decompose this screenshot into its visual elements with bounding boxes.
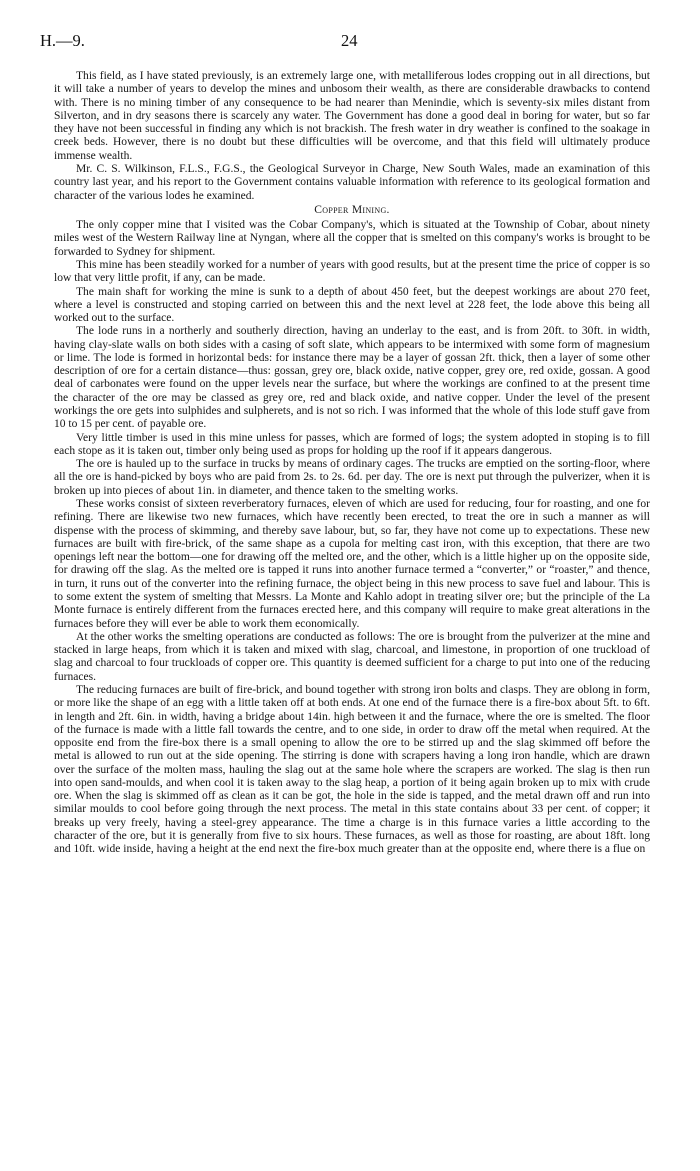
document-reference: H.—9. [40,31,85,50]
paragraph-mine-results: This mine has been steadily worked for a number of years with good results, but at the present time the price of copper is so low that very little profit, if any, can be made. [54,258,650,285]
paragraph-ore-hauling: The ore is hauled up to the surface in trucks by means of ordinary cages. The trucks are emptied on the sorting-floor, where all the ore is hand-picked by boys who are paid from 2s. to 2s. 6d. per day. The ore is next put through the pulverizer, when it is broken up into pieces of about 1in. in diameter, and thence taken to the smelting works. [54,458,650,497]
body-text [54,70,650,857]
paragraph-wilkinson-report: Mr. C. S. Wilkinson, F.L.S., F.G.S., the Geological Surveyor in Charge, New South Wales, made an examination of this country last year, and his report to the Government contains valuable information with reference to its geological formation and character of the various lodes he examined. [54,162,650,202]
section-heading: Copper Mining. [314,203,390,216]
paragraph-smelting-operations: At the other works the smelting operations are conducted as follows: The ore is brought from the pulverizer at the mine and stacked in large heaps, from which it is taken and mixed with slag, charcoal, and limestone, in proportion of one truckload of slag and charcoal to four truckloads of copper ore. This quantity is deemed sufficient for a charge to put into one of the reducing furnaces. [54,630,650,683]
paragraph-reducing-furnaces: The reducing furnaces are built of fire-brick, and bound together with strong iron bolts and clasps. They are oblong in form, or more like the shape of an egg with a little taken off at both ends. At one end of the furnace there is a fire-box about 5ft. to 6ft. in length and 2ft. 6in. in width, having a bridge about 14in. high between it and the furnace, where the ore is smelted. The floor of the furnace is made with a little fall towards the centre, and to one side, in order to draw off the metal when required. At the opposite end from the fire-box there is a small opening to allow the ore to be stirred up and the slag skimmed off before the metal is allowed to run out at the side opening. The stirring is done with scrapers having a long iron handle, which are drawn over the surface of the molten mass, hauling the slag out at the same hole where the scrapers are worked. The slag is then run into open sand-moulds, and when cool it is taken away to the slag heap, a portion of it being again broken up to mix with crude ore. When the slag is skimmed off as clean as it can be got, the hole in the side is tapped, and the metal drawn off and run into similar moulds to cool before going through the next process. The metal in this state contains about 33 per cent. of copper; it breaks up very freely, having a steel-grey appearance. The time a charge is in this furnace varies a little according to the character of the ore, but it is generally from five to six hours. These furnaces, as well as those for roasting, are about 18ft. long and 10ft. wide inside, having a height at the end next the fire-box much greater than at the opposite end, where there is a flue on [54,683,650,856]
paragraph-main-shaft: The main shaft for working the mine is sunk to a depth of about 450 feet, but the deepest workings are about 270 feet, where a level is constructed and stoping carried on between this and the next level at 228 feet, the lode above this being all worked out to the surface. [54,285,650,325]
paragraph-timber: Very little timber is used in this mine unless for passes, which are formed of logs; the system adopted in stoping is to fill each stope as it is taken out, timber only being used as props for holding up the roof if it appears dangerous. [54,431,650,457]
paragraph-field-description: This field, as I have stated previously, is an extremely large one, with metalliferous lodes cropping out in all directions, but it will take a number of years to develop the mines and unbosom their wealth, as there are considerable drawbacks to contend with. There is no mining timber of any consequence to be had nearer than Menindie, which is seventy-six miles distant from Silverton, and in dry seasons there is scarcely any water. The Government has done a good deal in boring for water, but so far they have not been successful in finding any which is not brackish. The fresh water in dry weather is confined to the soakage in creek beds. However, there is no doubt but these difficulties will be overcome, and that this field will ultimately produce immense wealth. [54,70,650,162]
paragraph-lode: The lode runs in a northerly and southerly direction, having an underlay to the east, and is from 20ft. to 30ft. in width, having clay-slate walls on both sides with a casing of soft slate, which appears to be intermixed with some form of magnesium or lime. The lode is formed in horizontal beds: for instance there may be a layer of gossan 2ft. thick, then a layer of some other description of ore for a certain distance—thus: gossan, grey ore, black oxide, native copper, grey ore, red oxide, gossan. A good deal of carbonates were found on the upper levels near the surface, but where the workings are confined to at the present time the character of the ore may be classed as grey ore, red and black oxide, and native copper. Under the level of the present workings the ore gets into sulphides and sulpherets, and is not so rich. I was informed that the whole of this lode stuff gave from 10 to 15 per cent. of payable ore. [54,325,650,431]
paragraph-furnaces: These works consist of sixteen reverberatory furnaces, eleven of which are used for reducing, four for roasting, and one for refining. There are likewise two new furnaces, which have recently been erected, to treat the ore in such a manner as will dispense with the process of skimming, and thereby save labour, but, so far, they have not come up to expectations. These new furnaces are built with fire-brick, of the same shape as a cupola for melting cast iron, with this exception, that there are two openings left near the bottom—one for drawing off the melted ore, and the other, which is a little higher up on the opposite side, for drawing off the slag. As the melted ore is tapped it runs into another furnace termed a “converter,” or “roaster,” and thence, in turn, it runs out of the converter into the refining furnace, the object being in this new process to save fuel and labour. This is to some extent the system of smelting that Messrs. La Monte and Kahlo adopt in treating silver ore; but the principle of the La Monte furnace is entirely different from the furnaces erected here, and this company will require to make great alterations in the furnaces before they will ever be able to work them economically. [54,498,650,630]
paragraph-cobar-mine: The only copper mine that I visited was the Cobar Company's, which is situated at the Township of Cobar, about ninety miles west of the Western Railway line at Nyngan, where all the copper that is smelted on this company's works is brought to be forwarded to Sydney for shipment. [54,219,650,258]
page-number: 24 [341,31,358,50]
